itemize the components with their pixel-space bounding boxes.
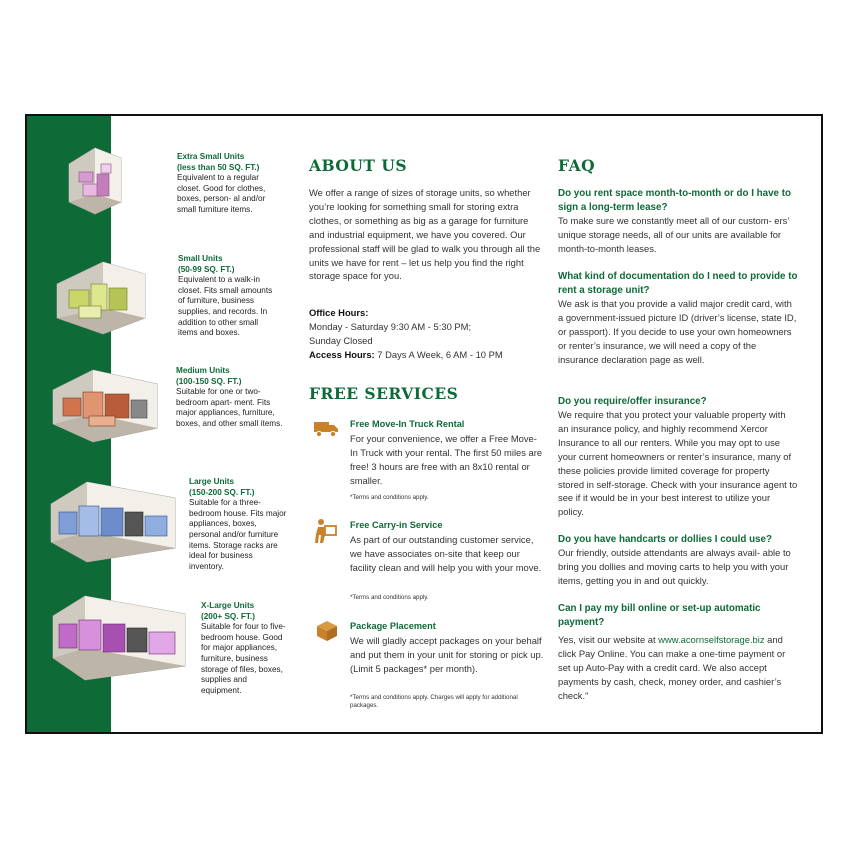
access-hours-label: Access Hours: bbox=[309, 348, 375, 360]
service-title-carry-in: Free Carry-in Service bbox=[350, 520, 443, 530]
unit-small bbox=[178, 254, 278, 339]
unit-size: (200+ SQ. FT.) bbox=[201, 611, 255, 621]
brochure-sheet bbox=[25, 114, 823, 734]
x-large-storage-unit-illustration bbox=[49, 590, 189, 684]
service-title-package: Package Placement bbox=[350, 621, 436, 631]
faq-answer: To make sure we constantly meet all of our custom- ers’ unique storage needs, all of our units are available for month-to-month leases. bbox=[558, 215, 789, 254]
service-note-package: *Terms and conditions apply. Charges will apply for additional packages. bbox=[350, 694, 518, 709]
about-us-heading: ABOUT US bbox=[309, 156, 408, 175]
service-title-truck: Free Move-In Truck Rental bbox=[350, 419, 465, 429]
large-storage-unit-illustration bbox=[47, 476, 179, 566]
faq-question: Do you rent space month-to-month or do I have to sign a long-term lease? bbox=[558, 188, 791, 213]
faq-answer: Our friendly, outside attendants are always avail- able to bring you dollies and moving carts to help you with your items, getting you in and out quickly. bbox=[558, 547, 791, 586]
faq-question: Do you require/offer insurance? bbox=[558, 396, 707, 407]
unit-title: Large Units bbox=[189, 477, 235, 486]
access-hours-value: 7 Days A Week, 6 AM - 10 PM bbox=[377, 348, 503, 360]
faq-question: What kind of documentation do I need to provide to rent a storage unit? bbox=[558, 271, 798, 296]
unit-description: Suitable for one or two-bedroom apart- ment. Fits major appliances, furniture, boxes, and other small items. bbox=[176, 387, 283, 428]
service-note-carry-in: *Terms and conditions apply. bbox=[350, 594, 429, 601]
medium-storage-unit-illustration bbox=[49, 364, 161, 444]
extra-small-storage-unit-illustration bbox=[61, 144, 133, 216]
person-carrying-box-icon bbox=[314, 518, 340, 540]
faq-answer: We ask is that you provide a valid major credit card, with a government-issued picture ID (driver’s license, state ID, or passport). If you decide to use your own homeowners or renter’s insurance, we will need a copy of the insurance declaration page as well. bbox=[558, 298, 797, 365]
faq-heading: FAQ bbox=[558, 156, 596, 175]
unit-description: Equivalent to a walk-in closet. Fits small amounts of furniture, business supplies, and records. In addition to other small items and boxes. bbox=[178, 275, 273, 338]
about-us-text: We offer a range of sizes of storage units, so whether you’re looking for something small for storing extra clothes, or something as big as a garage for furniture and industrial equipment, we have you covered. Our professional staff will be glad to walk you through all the units we have for rent – let us help you find the right storage space for you. bbox=[309, 187, 541, 282]
service-text-package: We will gladly accept packages on your behalf and put them in your unit for storing or pick up. (Limit 5 packages* per month). bbox=[350, 635, 544, 674]
unit-description: Suitable for four to five-bedroom house. Good for major appliances, furniture, business storage of files, boxes, supplies and equipment. bbox=[201, 622, 286, 695]
unit-title: Small Units bbox=[178, 254, 223, 263]
unit-medium bbox=[176, 366, 286, 430]
unit-description: Suitable for a three-bedroom house. Fits major appliances, boxes, personal and/or furniture items. Storage racks are ideal for business inventory. bbox=[189, 498, 287, 571]
truck-icon bbox=[313, 418, 339, 440]
package-icon bbox=[316, 620, 342, 642]
unit-size: (less than 50 SQ. FT.) bbox=[177, 162, 260, 172]
faq-answer-text: Yes, visit our website at bbox=[558, 634, 659, 645]
faq-question: Do you have handcarts or dollies I could use? bbox=[558, 534, 772, 545]
hours-block bbox=[309, 306, 541, 362]
office-hours-label: Office Hours: bbox=[309, 307, 369, 318]
office-hours-weekday: Monday - Saturday 9:30 AM - 5:30 PM; bbox=[309, 320, 472, 332]
faq-question: Can I pay my bill online or set-up automatic payment? bbox=[558, 603, 761, 628]
faq-answer: We require that you protect your valuable property with an insurance policy, and highly recommend Xercor Insurance to all our renters. While you may opt to use your current homeowners or renter’s insurance, many of these policies provide limited coverage for property stored in self-storage. Check with your insurance agent to see if it would be in your best interest to utilize your policy. bbox=[558, 409, 798, 518]
free-services-heading: FREE SERVICES bbox=[309, 384, 459, 403]
unit-size: (100-150 SQ. FT.) bbox=[176, 376, 242, 386]
faq-answer bbox=[558, 633, 798, 703]
unit-title: Extra Small Units bbox=[177, 152, 245, 161]
office-hours-sunday: Sunday Closed bbox=[309, 334, 373, 346]
unit-title: X-Large Units bbox=[201, 601, 255, 610]
unit-x-large bbox=[201, 601, 287, 696]
unit-large bbox=[189, 477, 289, 572]
unit-description: Equivalent to a regular closet. Good for clothes, boxes, person- al and/or small furniture items. bbox=[177, 173, 266, 214]
unit-size: (150-200 SQ. FT.) bbox=[189, 487, 255, 497]
faq-answer-text: and click Pay Online. You can make a one-time payment or set up Auto-Pay with a credit card. We also accept payments by cash, check, money order, and cashier’s check." bbox=[558, 634, 786, 701]
website-link[interactable]: www.acornselfstorage.biz bbox=[658, 634, 765, 645]
unit-title: Medium Units bbox=[176, 366, 230, 375]
service-text-truck: For your convenience, we offer a Free Move-In Truck with your rental. The first 50 miles are free! 3 hours are free with an 8x10 rental or smaller. bbox=[350, 433, 543, 486]
unit-extra-small bbox=[177, 152, 277, 216]
service-note-truck: *Terms and conditions apply. bbox=[350, 494, 429, 501]
unit-size: (50-99 SQ. FT.) bbox=[178, 264, 235, 274]
service-text-carry-in: As part of our outstanding customer service, we have associates on-site that keep our facility clean and will help you with your move. bbox=[350, 534, 542, 573]
small-storage-unit-illustration bbox=[51, 256, 151, 336]
